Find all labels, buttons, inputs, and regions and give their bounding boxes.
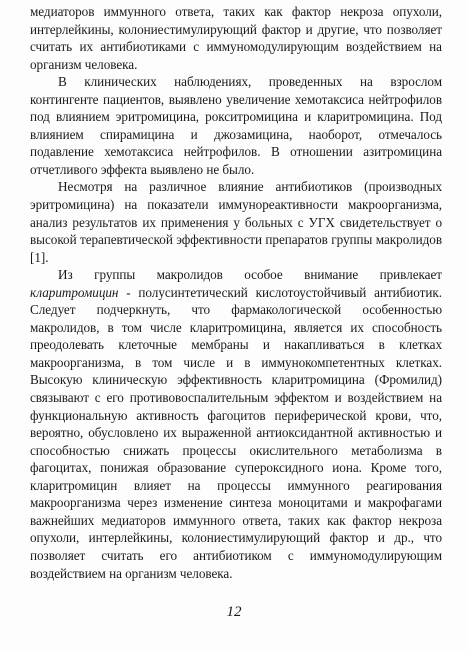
body-text — [30, 3, 442, 582]
paragraph-text-rest: - полусинтетический кислотоустойчивый антибиотик. Следует подчеркнуть, что фармакологической особенностью макролидов, в том числе кларитромицина, является их способность преодолевать клеточные мембраны и накапливаться в клетках макроорганизма, в том числе и в иммунокомпетентных клетках. Высокую клиническую эффективность кларитромицина (Фромилид) связывают с его противовоспалительным эффектом и воздействием на функциональную активность фагоцитов периферической крови, что, вероятно, обусловлено их выраженной антиоксидантной активностью и способностью снижать процессы окислительного метаболизма в фагоцитах, понижая образование супероксидного иона. Кроме того, кларитромицин влияет на процессы иммунного реагирования макроорганизма через изменение синтеза моноцитами и макрофагами важнейших медиаторов иммунного ответа, таких как фактор некроза опухоли, интерлейкины, колониестимулирующий фактор и др., что позволяет считать его антибиотиком с иммуномодулирующим воздействием на организм человека. — [30, 284, 442, 581]
paragraph-immunoreactivity: Несмотря на различное влияние антибиотиков (производных эритромицина) на показатели иммунореактивности макроорганизма, анализ результатов их применения у больных с УГХ свидетельствует о высокой терапевтической эффективности препаратов группы макролидов [1]. — [30, 179, 442, 265]
paragraph-clarithromycin — [30, 266, 442, 582]
paragraph-text-start: Из группы макролидов особое внимание привлекает — [58, 267, 442, 283]
paragraph-continuation: медиаторов иммунного ответа, таких как фактор некроза опухоли, интерлейкины, колониестимулирующий фактор и другие, что позволяет считать их антибиотиками с иммуномодулирующим воздействием на организм человека. — [30, 4, 442, 72]
drug-name-emphasis: кларитромицин — [30, 284, 119, 300]
page-number: 12 — [226, 604, 242, 620]
paragraph-clinical-observations: В клинических наблюдениях, проведенных на взрослом контингенте пациентов, выявлено увеличение хемотаксиса нейтрофилов под влиянием эритромицина, рокситромицина и кларитромицина. Под влиянием спирамицина и джозамицина, наоборот, отмечалось подавление хемотаксиса нейтрофилов. В отношении азитромицина отчетливого эффекта выявлено не было. — [30, 74, 442, 177]
